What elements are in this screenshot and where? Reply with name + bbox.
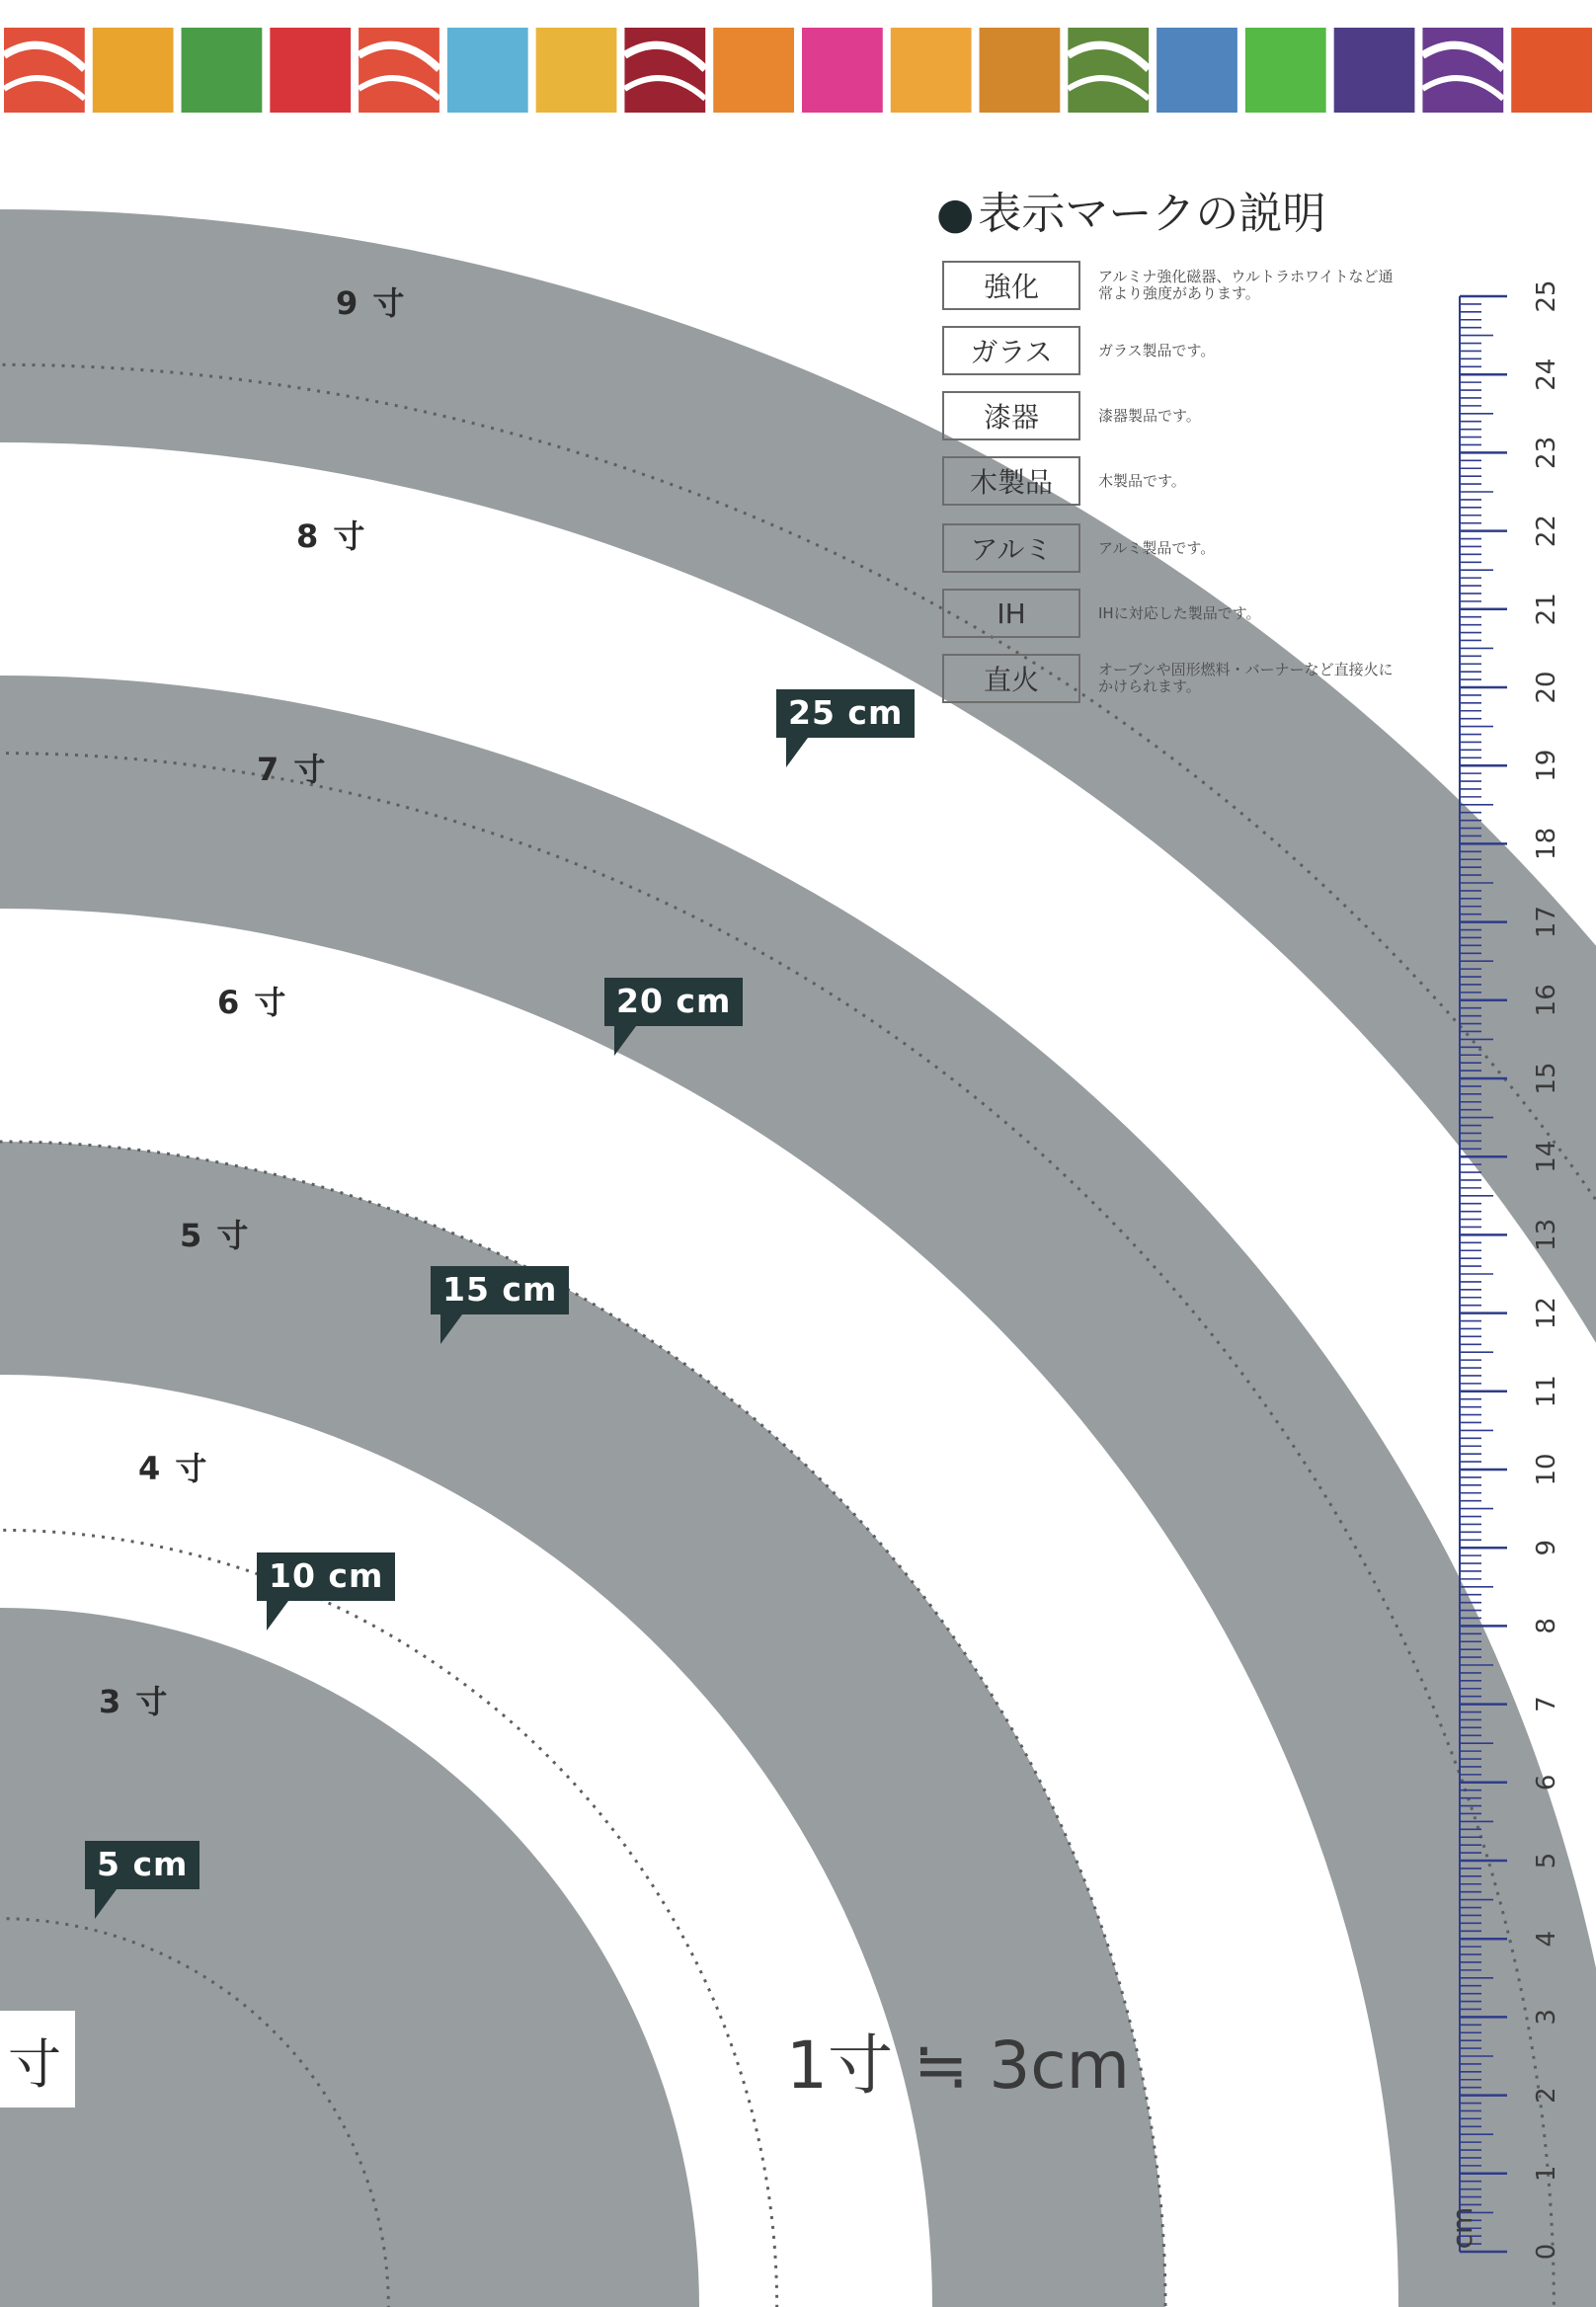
legend-description: アルミナ強化磁器、ウルトラホワイトなど通常より強度があります。	[1098, 268, 1394, 302]
legend-description: IHに対応した製品です。	[1098, 603, 1261, 622]
ruler-label: 12	[1532, 1297, 1561, 1330]
legend-row	[942, 261, 1396, 314]
ruler-label: 19	[1532, 749, 1561, 782]
legend-title	[936, 178, 1325, 241]
cm-ruler	[1452, 267, 1580, 2271]
bullet-dot-icon: ●	[936, 189, 975, 239]
ruler-label: 2	[1532, 2087, 1561, 2104]
legend-description: 木製品です。	[1098, 471, 1186, 490]
ruler-label: 1	[1532, 2165, 1561, 2183]
ruler-label: 17	[1532, 906, 1561, 939]
ruler-label: 11	[1532, 1375, 1561, 1408]
legend-mark: 強化	[942, 261, 1080, 310]
ruler-label: 8	[1532, 1618, 1561, 1634]
cm-marker-25: 25 cm	[776, 689, 915, 738]
ruler-label: 10	[1532, 1453, 1561, 1486]
cm-marker-10: 10 cm	[257, 1552, 395, 1601]
cm-marker-5: 5 cm	[85, 1841, 200, 1889]
legend-mark: ガラス	[942, 326, 1080, 375]
cm-marker-15: 15 cm	[431, 1266, 569, 1314]
ruler-unit-label: cm	[1446, 2206, 1478, 2250]
size-label-9-sun: 9 寸	[336, 284, 407, 322]
legend-description: 漆器製品です。	[1098, 406, 1201, 425]
ruler-label: 25	[1532, 279, 1561, 313]
legend-row	[942, 456, 1396, 510]
size-label-4-sun: 4 寸	[138, 1450, 209, 1487]
size-label-5-sun: 5 寸	[180, 1217, 251, 1254]
legend-title-text: 表示マークの説明	[978, 189, 1326, 239]
legend-row	[942, 326, 1396, 379]
legend-mark: IH	[942, 589, 1080, 638]
ruler-label: 15	[1532, 1062, 1561, 1095]
ruler-label: 23	[1532, 436, 1561, 469]
size-label-6-sun: 6 寸	[217, 984, 288, 1021]
legend-mark: アルミ	[942, 523, 1080, 573]
legend-description: アルミ製品です。	[1098, 538, 1216, 557]
legend-mark: 直火	[942, 654, 1080, 703]
ruler-label: 20	[1532, 671, 1561, 704]
legend-mark: 木製品	[942, 456, 1080, 506]
cm-marker-20: 20 cm	[604, 978, 743, 1026]
legend-row	[942, 589, 1396, 642]
legend-description: オーブンや固形燃料・バーナーなど直接火にかけられます。	[1098, 661, 1394, 695]
legend-description: ガラス製品です。	[1098, 341, 1216, 359]
ruler-label: 21	[1532, 593, 1561, 626]
ruler-label: 14	[1532, 1140, 1561, 1173]
legend-mark: 漆器	[942, 391, 1080, 440]
ruler-label: 16	[1532, 984, 1561, 1017]
ruler-label: 13	[1532, 1218, 1561, 1251]
ruler-label: 22	[1532, 515, 1561, 548]
size-label-3-sun: 3 寸	[99, 1683, 170, 1720]
ruler-label: 7	[1532, 1696, 1561, 1712]
legend-row	[942, 391, 1396, 444]
ruler-label: 0	[1532, 2243, 1561, 2261]
ruler-label: 5	[1532, 1852, 1561, 1869]
legend-row	[942, 523, 1396, 577]
legend-row	[942, 654, 1396, 707]
ruler-label: 3	[1532, 2009, 1561, 2026]
size-label-8-sun: 8 寸	[296, 517, 367, 555]
ruler-label: 24	[1532, 358, 1561, 391]
size-label-7-sun: 7 寸	[257, 751, 328, 788]
corner-sun-label: 寸	[8, 2033, 61, 2096]
ruler-label: 18	[1532, 827, 1561, 860]
sun-to-cm-ratio: 1寸 ≒ 3cm	[786, 2028, 1130, 2104]
ruler-label: 6	[1532, 1774, 1561, 1791]
ruler-label: 4	[1532, 1930, 1561, 1948]
ruler-label: 9	[1532, 1539, 1561, 1556]
